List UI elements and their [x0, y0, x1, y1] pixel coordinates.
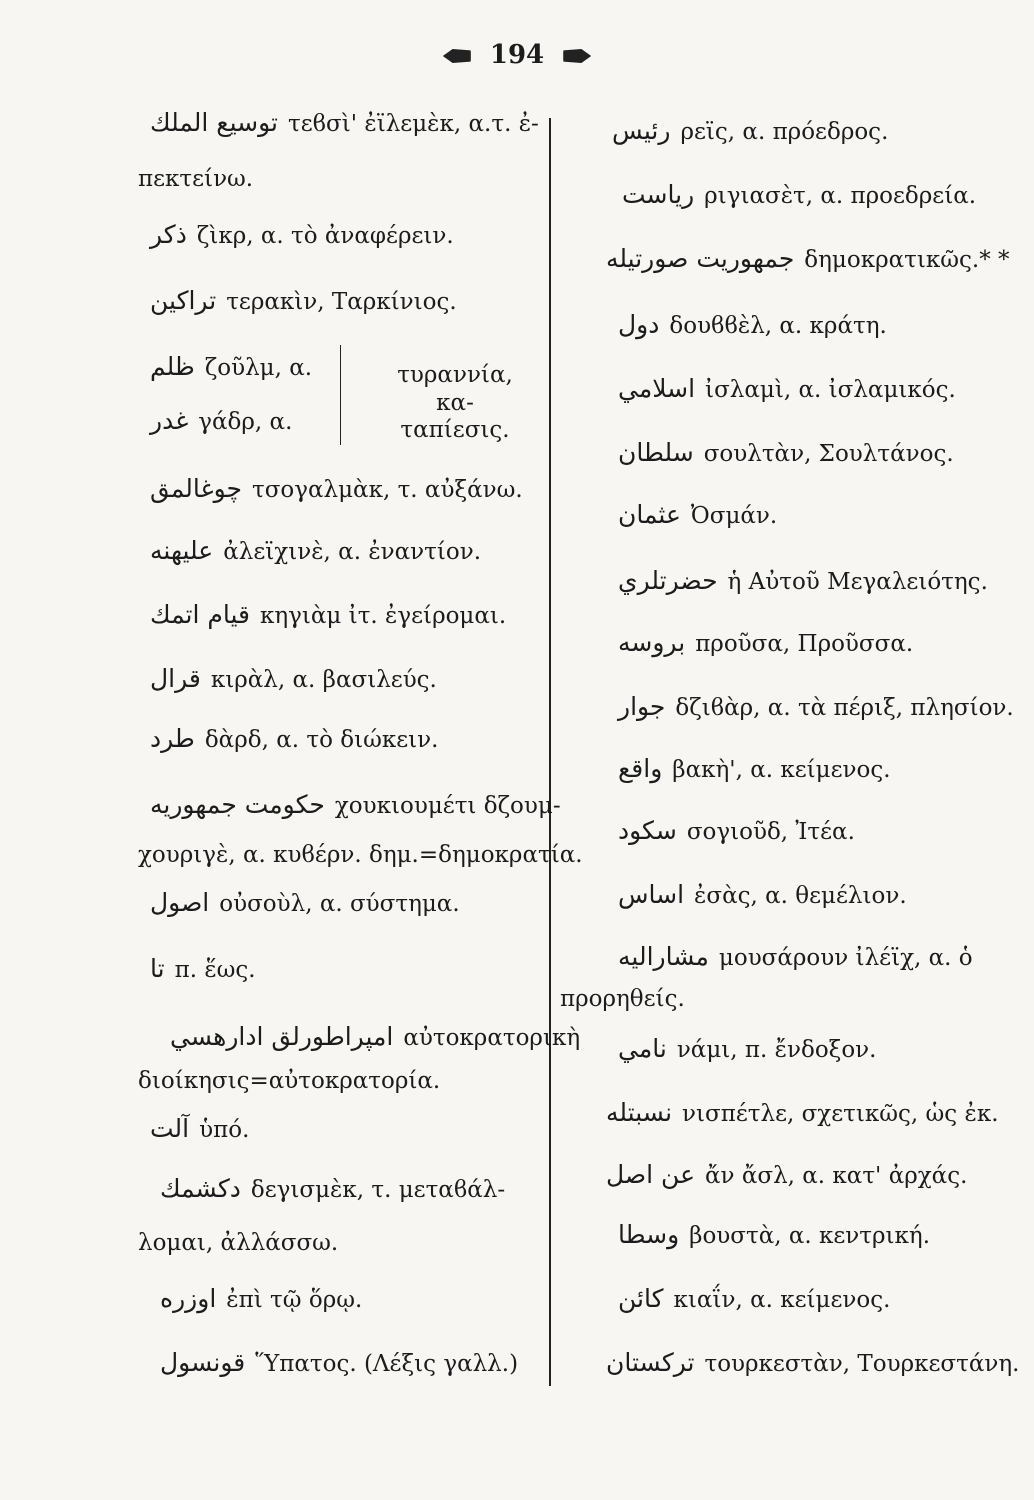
dictionary-entry — [606, 244, 1010, 275]
dictionary-entry — [618, 1034, 876, 1065]
dictionary-entry — [622, 180, 976, 211]
greek-definition: δὰρδ, α. τὸ διώκειν. — [204, 727, 439, 753]
dictionary-entry — [150, 286, 457, 317]
arabic-term: عثمان — [618, 500, 681, 529]
dictionary-entry — [618, 438, 954, 469]
dictionary-entry — [618, 816, 855, 847]
dictionary-entry — [618, 500, 777, 531]
dictionary-entry — [160, 1284, 362, 1315]
arabic-term: رياست — [622, 180, 695, 209]
dictionary-entry — [150, 600, 506, 631]
ornament-right-icon — [563, 49, 591, 63]
arabic-term: طرد — [150, 724, 195, 753]
greek-definition: ἐσὰς, α. θεμέλιον. — [694, 883, 907, 909]
greek-definition: δεγισμὲκ, τ. μεταϐάλ- — [250, 1177, 506, 1203]
greek-definition: γάδρ, α. — [198, 409, 293, 435]
greek-definition: ἀλεϊχινὲ, α. ἐναντίον. — [223, 539, 482, 565]
greek-definition: βακὴ', α. κείμενος. — [672, 757, 891, 783]
brace-line — [340, 345, 341, 445]
dictionary-entry — [150, 406, 292, 437]
shared-definition — [375, 362, 535, 445]
greek-definition: προῦσα, Προῦσσα. — [695, 631, 914, 657]
greek-definition: νάμι, π. ἔνδοξον. — [676, 1037, 877, 1063]
arabic-term: چوغالمق — [150, 474, 242, 503]
dictionary-entry — [618, 310, 887, 341]
greek-definition: κιρὰλ, α. βασιλεύς. — [210, 667, 437, 693]
arabic-term: حكومت جمهوريه — [150, 790, 325, 819]
greek-definition: ἰσλαμὶ, α. ἰσλαμικός. — [705, 377, 956, 403]
greek-definition: Ὕπατος. (Λέξις γαλλ.) — [255, 1351, 519, 1377]
greek-definition: μουσάρουν ἰλέϊχ, α. ὁ — [718, 945, 973, 971]
greek-definition: τσογαλμὰκ, τ. αὐξάνω. — [251, 477, 523, 503]
dictionary-entry — [606, 1098, 999, 1129]
greek-definition: ζοῦλμ, α. — [204, 355, 313, 381]
greek-definition: ὑπό. — [199, 1117, 250, 1143]
dictionary-entry — [150, 220, 454, 251]
arabic-term: وسطا — [618, 1220, 680, 1249]
greek-definition: οὐσοὺλ, α. σύστημα. — [219, 891, 460, 917]
greek-definition: αὐτοκρατορικὴ — [403, 1025, 581, 1051]
greek-definition: δημοκρατικῶς.* * — [804, 247, 1010, 273]
arabic-term: تا — [150, 954, 165, 983]
dictionary-entry — [606, 1348, 1019, 1379]
arabic-term: قونسول — [160, 1348, 246, 1377]
dictionary-entry — [150, 536, 481, 567]
dictionary-entry — [618, 566, 988, 597]
dictionary-entry — [618, 754, 891, 785]
greek-definition: τουρκεστὰν, Τουρκεστάνη. — [704, 1351, 1020, 1377]
greek-definition: τεϐσὶ' ἐϊλεμὲκ, α.τ. ἐ- — [287, 111, 539, 137]
greek-definition: ριγιασὲτ, α. προεδρεία. — [704, 183, 977, 209]
greek-definition: ἐπὶ τῷ ὅρῳ. — [226, 1287, 363, 1313]
dictionary-entry — [150, 352, 312, 383]
arabic-term: دول — [618, 310, 660, 339]
dictionary-entry — [150, 474, 523, 505]
arabic-term: اساس — [618, 880, 685, 909]
dictionary-entry — [612, 116, 888, 147]
arabic-term: سكود — [618, 816, 677, 845]
dictionary-entry-continued — [138, 1068, 440, 1096]
arabic-term: عن اصل — [606, 1160, 696, 1189]
arabic-term: جوار — [618, 692, 666, 721]
page-number: 194 — [489, 40, 545, 70]
greek-definition: ρεϊς, α. πρόεδρος. — [680, 119, 889, 145]
arabic-term: واقع — [618, 754, 663, 783]
dictionary-entry — [150, 790, 561, 821]
page-header — [0, 40, 1034, 70]
greek-definition: σουλτὰν, Σουλτάνος. — [703, 441, 954, 467]
arabic-term: غدر — [150, 406, 189, 435]
arabic-term: تراكين — [150, 286, 217, 315]
arabic-term: اسلامي — [618, 374, 696, 403]
greek-definition: κηγιὰμ ἰτ. ἐγείρομαι. — [259, 603, 507, 629]
greek-definition: βουστὰ, α. κεντρική. — [689, 1223, 931, 1249]
greek-definition: ζὶκρ, α. τὸ ἀναφέρειν. — [196, 223, 454, 249]
arabic-term: كائن — [618, 1284, 664, 1313]
arabic-term: اصول — [150, 888, 210, 917]
arabic-term: سلطان — [618, 438, 694, 467]
dictionary-entry — [618, 374, 956, 405]
dictionary-entry — [606, 1160, 967, 1191]
arabic-term: امپراطورلق ادارهسي — [170, 1022, 394, 1051]
dictionary-entry — [150, 954, 256, 985]
arabic-term: دكشمك — [160, 1174, 241, 1203]
greek-definition: π. ἕως. — [174, 957, 256, 983]
arabic-term: مشاراليه — [618, 942, 709, 971]
arabic-term: عليهنه — [150, 536, 214, 565]
arabic-term: بروسه — [618, 628, 686, 657]
arabic-term: ذكر — [150, 220, 187, 249]
dictionary-entry — [618, 628, 913, 659]
dictionary-entry — [150, 888, 460, 919]
dictionary-entry — [150, 724, 438, 755]
dictionary-entry — [150, 108, 539, 139]
greek-definition: διοίκησις=αὐτοκρατορία. — [138, 1068, 441, 1094]
dictionary-entry — [150, 1114, 249, 1145]
greek-definition: δουϐϐὲλ, α. κράτη. — [669, 313, 887, 339]
greek-definition: κιαΐν, α. κείμενος. — [673, 1287, 891, 1313]
greek-definition: δζιϐὰρ, α. τὰ πέριξ, πλησίον. — [675, 695, 1014, 721]
greek-definition: λομαι, ἀλλάσσω. — [138, 1230, 339, 1256]
dictionary-entry — [618, 1220, 930, 1251]
greek-definition: Ὀσμάν. — [690, 503, 778, 529]
dictionary-entry-continued — [560, 986, 685, 1014]
greek-definition: χουκιουμέτι δζουμ- — [334, 793, 561, 819]
greek-definition: τερακὶν, Ταρκίνιος. — [226, 289, 457, 315]
dictionary-entry — [160, 1174, 505, 1205]
dictionary-entry — [170, 1022, 580, 1053]
greek-definition: ἡ Αὐτοῦ Μεγαλειότης. — [727, 569, 988, 595]
greek-definition: ἄν ἄσλ, α. κατ' ἀρχάς. — [705, 1163, 968, 1189]
arabic-term: قيام اتمك — [150, 600, 250, 629]
arabic-term: نسبتله — [606, 1098, 673, 1127]
dictionary-entry-continued — [138, 166, 253, 194]
arabic-term: آلت — [150, 1114, 190, 1143]
dictionary-entry — [618, 942, 973, 973]
dictionary-entry — [150, 664, 437, 695]
greek-definition: νισπέτλε, σχετικῶς, ὡς ἐκ. — [682, 1101, 999, 1127]
dictionary-entry — [618, 880, 907, 911]
greek-definition: χουριγὲ, α. κυϐέρν. δημ.=δημοκρατία. — [138, 842, 583, 868]
dictionary-entry — [160, 1348, 518, 1379]
greek-definition: πεκτείνω. — [138, 166, 254, 192]
greek-definition: σογιοῦδ, Ἰτέα. — [686, 819, 855, 845]
arabic-term: اوزره — [160, 1284, 217, 1313]
greek-definition: προρηθείς. — [560, 986, 685, 1012]
arabic-term: تركستان — [606, 1348, 695, 1377]
arabic-term: رئيس — [612, 116, 671, 145]
shared-definition-line: τυραννία, κα- — [397, 362, 513, 416]
dictionary-entry — [618, 692, 1014, 723]
arabic-term: قرال — [150, 664, 201, 693]
dictionary-entry-continued — [138, 1230, 338, 1258]
arabic-term: حضرتلري — [618, 566, 718, 595]
column-divider — [549, 118, 551, 1386]
arabic-term: جمهوريت صورتيله — [606, 244, 795, 273]
arabic-term: ظلم — [150, 352, 195, 381]
arabic-term: نامي — [618, 1034, 667, 1063]
dictionary-entry-continued — [138, 842, 583, 870]
shared-definition-line: ταπίεσις. — [400, 417, 510, 444]
dictionary-entry — [618, 1284, 890, 1315]
ornament-left-icon — [443, 49, 471, 63]
arabic-term: توسيع الملك — [150, 108, 278, 137]
